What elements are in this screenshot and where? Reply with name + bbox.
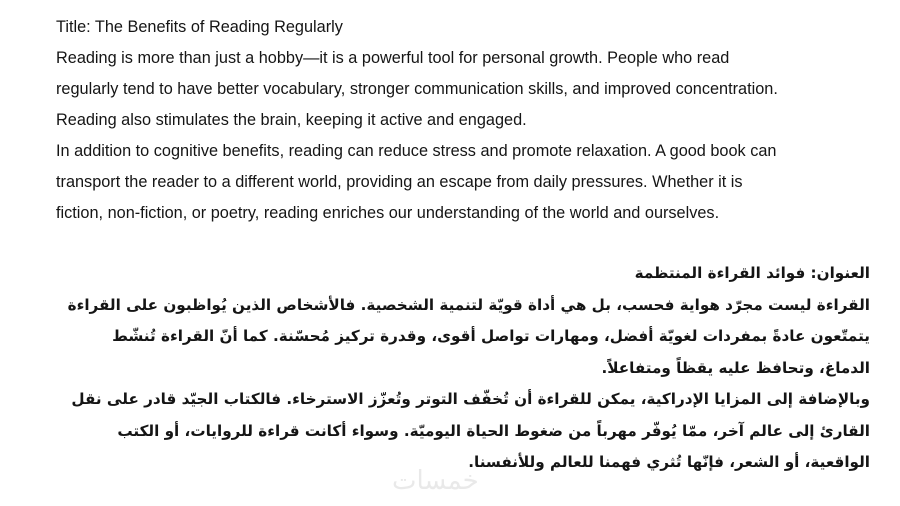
arabic-paragraph-1-line-3: الدماغ، وتحافظ عليه يقظاً ومتفاعلاً. [601,358,870,377]
english-text-block [56,12,878,229]
watermark-logo: خمسات [392,466,479,496]
arabic-title: العنوان: فوائد القراءة المنتظمة [634,264,870,282]
english-paragraph-2-line-3: fiction, non-fiction, or poetry, reading enriches our understanding of the world and ourselves. [56,204,720,222]
english-title: Title: The Benefits of Reading Regularly [56,18,343,36]
arabic-paragraph-1-line-2: يتمتّعون عادةً بمفردات لغويّة أفضل، ومهارات تواصل أقوى، وقدرة تركيز مُحسّنة. كما أنّ القراءة تُنشّط [112,327,870,345]
english-paragraph-1-line-3: Reading also stimulates the brain, keeping it active and engaged. [56,111,527,129]
english-paragraph-2-line-2: transport the reader to a different world, providing an escape from daily pressures. Whether it is [56,173,743,191]
arabic-paragraph-1-line-1: القراءة ليست مجرّد هواية فحسب، بل هي أداة قويّة لتنمية الشخصية. فالأشخاص الذين يُواظبون على القراءة [67,295,870,314]
english-paragraph-1-line-1: Reading is more than just a hobby—it is a powerful tool for personal growth. People who read [56,49,730,67]
arabic-paragraph-2-line-1: وبالإضافة إلى المزايا الإدراكية، يمكن للقراءة أن تُخفّف التوتر وتُعزّز الاسترخاء. فالكتاب الجيّد قادر على نقل [71,390,870,408]
arabic-paragraph-2-line-3: الواقعية، أو الشعر، فإنّها تُثري فهمنا للعالم وللأنفسنا. [468,453,870,471]
english-paragraph-1-line-2: regularly tend to have better vocabulary, stronger communication skills, and improved concentration. [56,80,778,98]
arabic-text-block [50,258,870,479]
english-paragraph-2-line-1: In addition to cognitive benefits, reading can reduce stress and promote relaxation. A good book can [56,142,777,160]
arabic-paragraph-2-line-2: القارئ إلى عالم آخر، ممّا يُوفّر مهرباً من ضغوط الحياة اليوميّة. وسواء أكانت قراءة للروايات، أو الكتب [117,421,870,440]
